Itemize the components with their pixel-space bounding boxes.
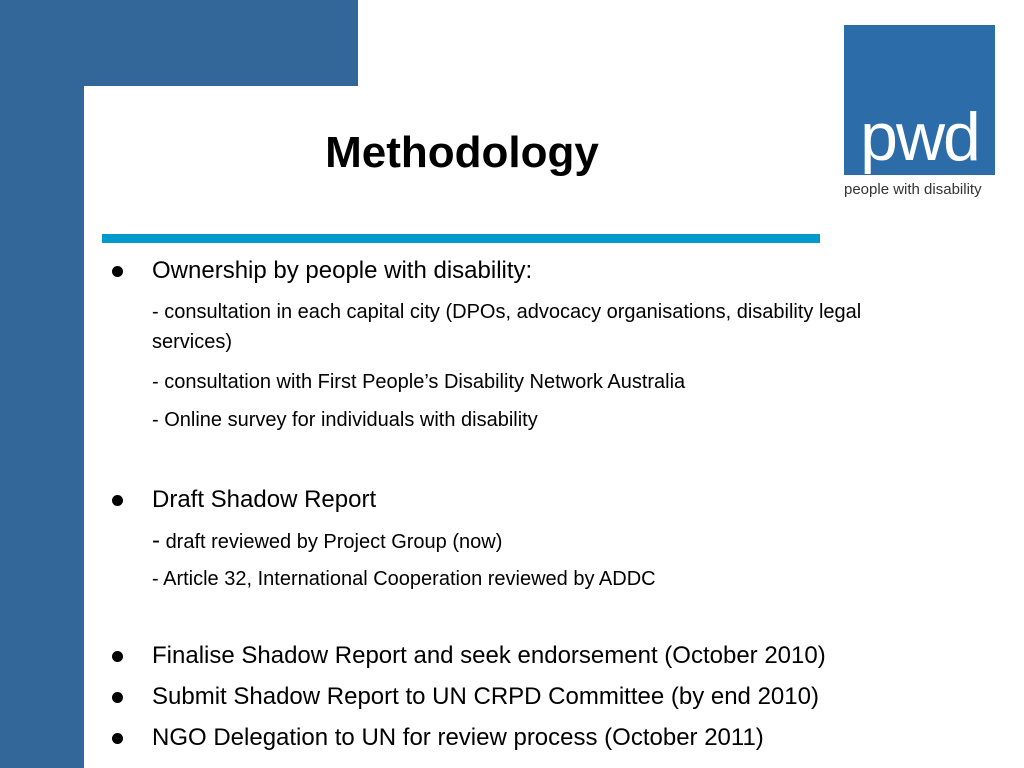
bullet-text: Submit Shadow Report to UN CRPD Committee (by end 2010) — [152, 683, 819, 710]
bullet-text: NGO Delegation to UN for review process (October 2011) — [152, 724, 764, 751]
left-blue-band — [0, 0, 84, 768]
bullet-dot-icon — [112, 692, 123, 703]
bullet-dot-icon — [112, 495, 123, 506]
title-underline — [102, 234, 820, 243]
bullet-text: Ownership by people with disability: — [152, 257, 533, 284]
bullet-dot-icon — [112, 266, 123, 277]
top-blue-band — [0, 0, 358, 86]
sub-item: - consultation with First People’s Disability Network Australia — [152, 371, 686, 393]
sub-item — [152, 526, 502, 557]
bullet-text: Finalise Shadow Report and seek endorsement (October 2010) — [152, 642, 826, 669]
pwd-logo — [844, 25, 995, 175]
pwd-logo-mark: pwd — [860, 99, 979, 175]
sub-text: draft reviewed by Project Group (now) — [165, 531, 503, 553]
slide-title: Methodology — [325, 128, 599, 177]
bullet-dot-icon — [112, 651, 123, 662]
logo-tagline: people with disability — [844, 181, 982, 198]
bullet-text: Draft Shadow Report — [152, 486, 377, 513]
sub-item: - consultation in each capital city (DPOs, advocacy organisations, disability legal services) — [152, 301, 862, 353]
sub-item: - Online survey for individuals with disability — [152, 409, 538, 431]
sub-item: - Article 32, International Cooperation reviewed by ADDC — [152, 568, 656, 590]
bullet-dot-icon — [112, 733, 123, 744]
sub-dash: - — [152, 527, 160, 554]
